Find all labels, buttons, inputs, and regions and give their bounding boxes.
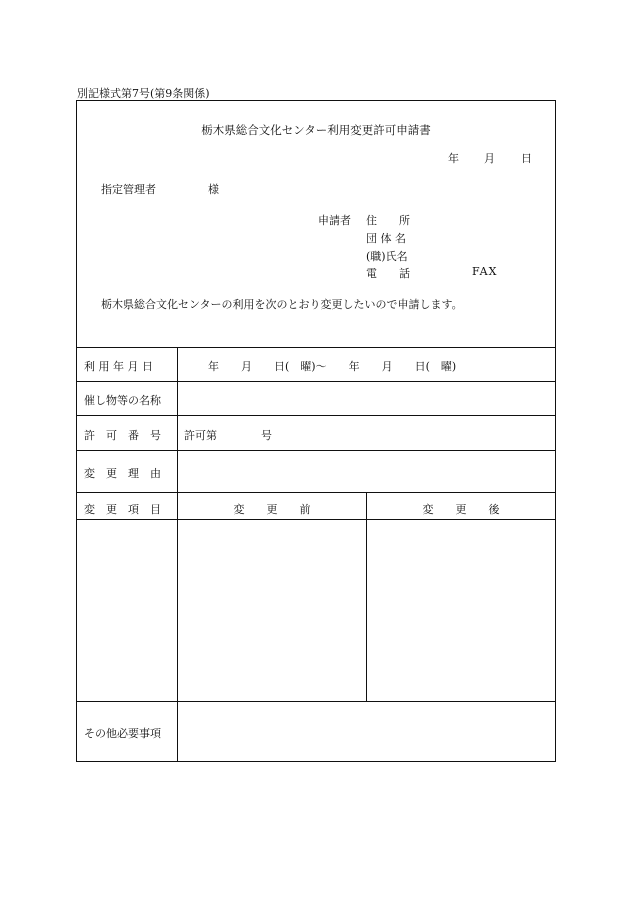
applicant-label: 申請者 (318, 214, 351, 227)
change-after-header: 変 更 後 (422, 503, 500, 516)
change-after-field[interactable] (369, 521, 553, 699)
change-item-field[interactable] (78, 521, 175, 699)
divider-changes-header (76, 519, 556, 520)
use-date-label: 利 用 年 月 日 (84, 360, 153, 373)
event-name-label: 催し物等の名称 (84, 394, 161, 407)
other-matters-field[interactable] (180, 704, 552, 759)
change-item-header: 変 更 項 目 (84, 503, 161, 516)
addressee-honorific: 様 (208, 183, 219, 196)
label-column-divider (177, 347, 178, 762)
change-reason-label: 変 更 理 由 (84, 467, 161, 480)
divider-row-3 (76, 450, 556, 451)
use-date-value: 年 月 日( 曜)〜 年 月 日( 曜) (208, 360, 457, 373)
applicant-org-label: 団 体 名 (366, 232, 406, 245)
date-year-label: 年 (448, 152, 459, 165)
addressee-label: 指定管理者 (101, 183, 156, 196)
form-title: 栃木県総合文化センター利用変更許可申請書 (201, 123, 431, 137)
divider-header (76, 347, 556, 348)
permit-number-value: 許可第 号 (184, 429, 272, 442)
date-day-label: 日 (521, 152, 532, 165)
other-matters-label: その他必要事項 (84, 727, 161, 740)
divider-row-4 (76, 492, 556, 493)
change-before-field[interactable] (180, 521, 364, 699)
divider-row-2 (76, 415, 556, 416)
divider-other (76, 701, 556, 702)
divider-row-1 (76, 381, 556, 382)
applicant-name-label: (職)氏名 (366, 250, 408, 263)
permit-number-label: 許 可 番 号 (84, 429, 161, 442)
change-before-header: 変 更 前 (233, 503, 311, 516)
applicant-phone-label: 電 話 (366, 267, 410, 280)
applicant-fax-label: FAX (472, 265, 498, 278)
applicant-address-label: 住 所 (366, 214, 410, 227)
date-month-label: 月 (484, 152, 495, 165)
application-statement: 栃木県総合文化センターの利用を次のとおり変更したいので申請します。 (101, 298, 463, 311)
event-name-field[interactable] (180, 383, 552, 413)
change-reason-field[interactable] (180, 452, 552, 490)
before-after-divider (366, 492, 367, 701)
form-number-label: 別記様式第7号(第9条関係) (77, 87, 210, 100)
